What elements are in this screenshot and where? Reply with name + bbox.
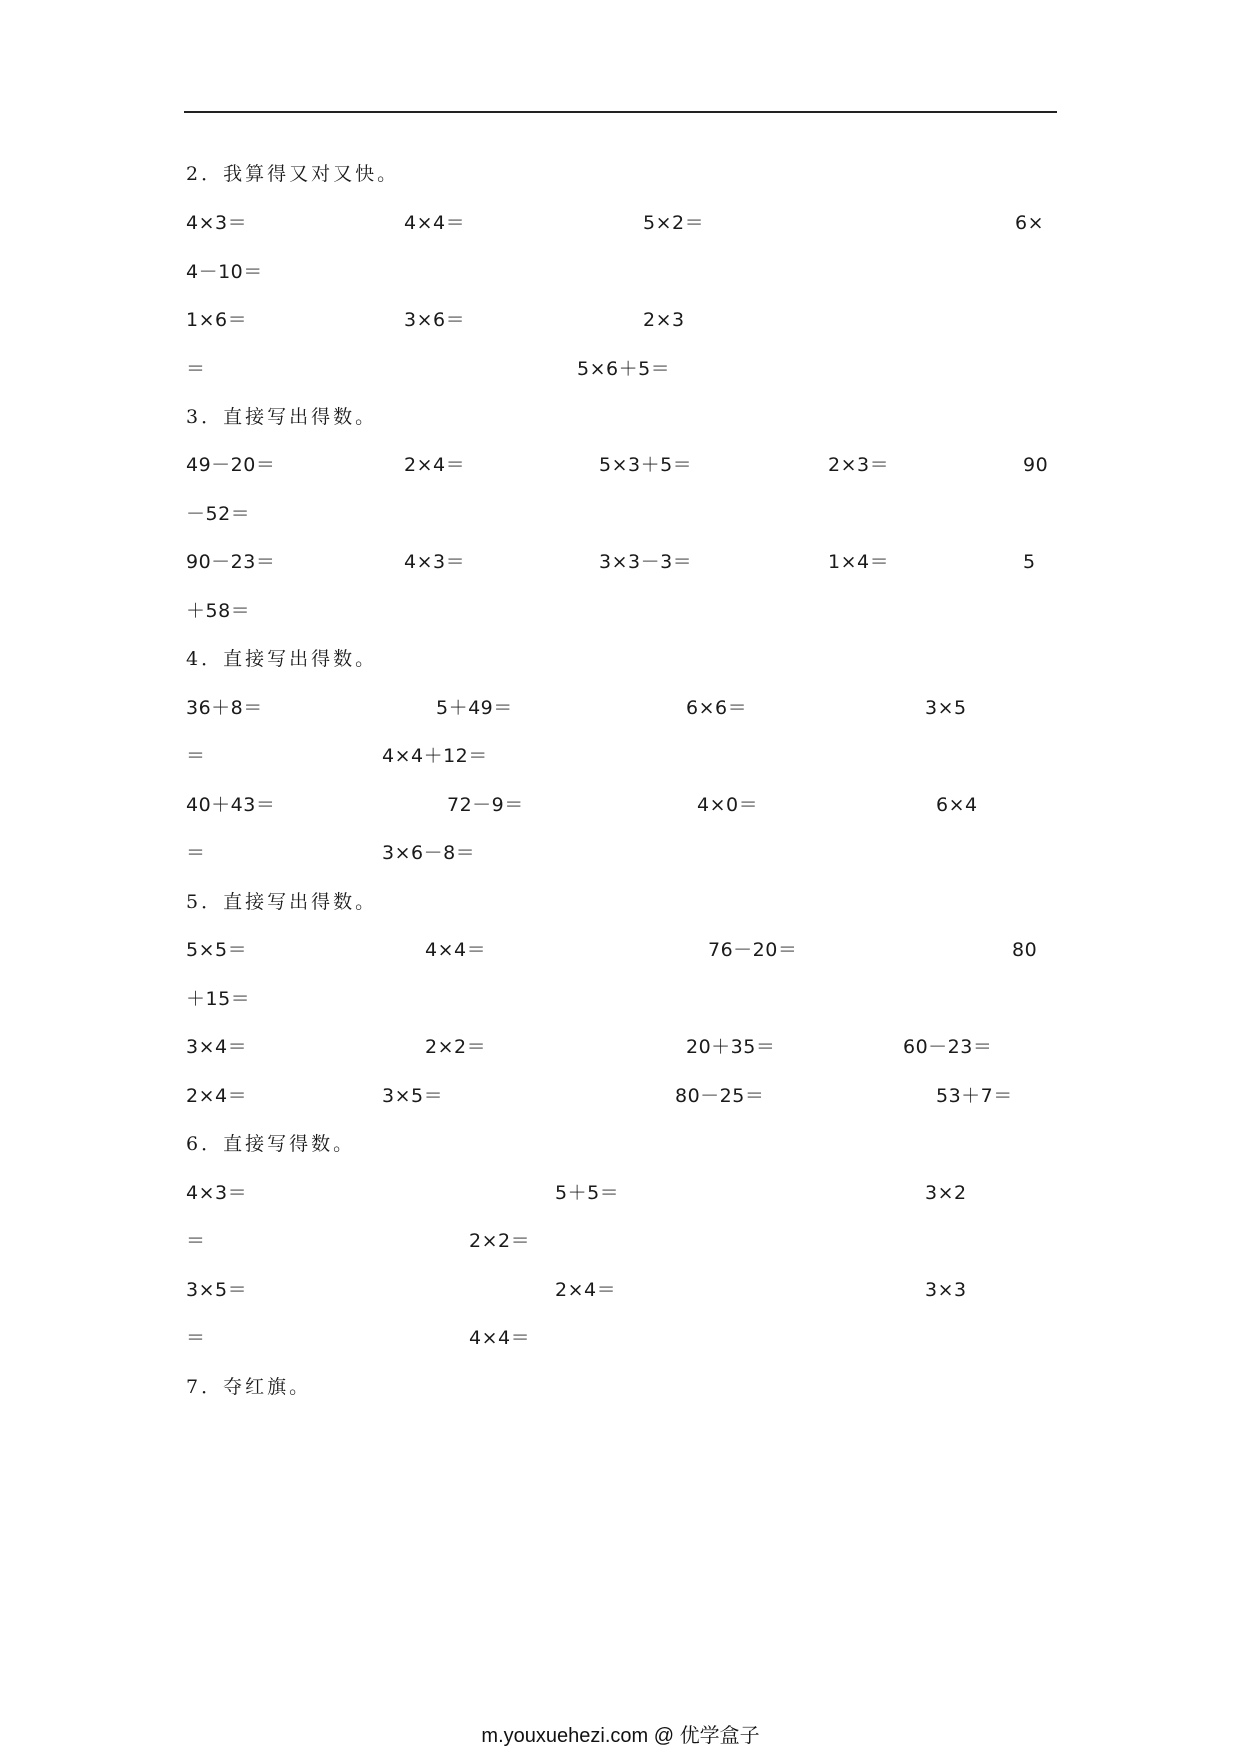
problem: ＝ xyxy=(186,842,206,864)
problem: 3×4＝ xyxy=(186,1036,248,1058)
section-7-heading: 7．夺红旗。 xyxy=(186,1376,312,1398)
problem: 49－20＝ xyxy=(186,454,276,476)
problem: 3×2 xyxy=(925,1182,967,1204)
problem: 2×3＝ xyxy=(828,454,890,476)
problem: 5×2＝ xyxy=(643,212,705,234)
problem: 40＋43＝ xyxy=(186,794,276,816)
problem: 6×4 xyxy=(936,794,978,816)
problem: 5×3＋5＝ xyxy=(599,454,693,476)
section-6-heading: 6．直接写得数。 xyxy=(186,1133,356,1155)
problem: 5×6＋5＝ xyxy=(577,358,671,380)
problem: 3×5 xyxy=(925,697,967,719)
problem: 5＋49＝ xyxy=(436,697,513,719)
problem: 1×4＝ xyxy=(828,551,890,573)
section-4-heading: 4．直接写出得数。 xyxy=(186,648,378,670)
problem: 4－10＝ xyxy=(186,261,263,283)
problem: 4×3＝ xyxy=(186,1182,248,1204)
problem: 1×6＝ xyxy=(186,309,248,331)
problem: 80－25＝ xyxy=(675,1085,765,1107)
section-2-heading: 2．我算得又对又快。 xyxy=(186,163,400,185)
problem: 80 xyxy=(1012,939,1038,961)
problem: 2×4＝ xyxy=(186,1085,248,1107)
problem: 4×4＝ xyxy=(425,939,487,961)
section-5-heading: 5．直接写出得数。 xyxy=(186,891,378,913)
problem: 2×4＝ xyxy=(404,454,466,476)
problem: 3×6＝ xyxy=(404,309,466,331)
problem: 90－23＝ xyxy=(186,551,276,573)
footer-watermark: m.youxuehezi.com @ 优学盒子 xyxy=(481,1725,760,1747)
problem: 72－9＝ xyxy=(447,794,524,816)
problem: ＝ xyxy=(186,358,206,380)
problem: －52＝ xyxy=(186,503,251,525)
problem: ＝ xyxy=(186,1327,206,1349)
header-rule xyxy=(184,111,1057,113)
problem: 36＋8＝ xyxy=(186,697,263,719)
problem: ＋15＝ xyxy=(186,988,251,1010)
problem: 2×2＝ xyxy=(425,1036,487,1058)
problem: 5 xyxy=(1023,551,1036,573)
problem: 6×6＝ xyxy=(686,697,748,719)
problem: 60－23＝ xyxy=(903,1036,993,1058)
problem: 2×2＝ xyxy=(469,1230,531,1252)
problem: ＋58＝ xyxy=(186,600,251,622)
problem: 4×3＝ xyxy=(186,212,248,234)
section-3-heading: 3．直接写出得数。 xyxy=(186,406,378,428)
problem: 2×4＝ xyxy=(555,1279,617,1301)
problem: 5＋5＝ xyxy=(555,1182,620,1204)
problem: 4×4＝ xyxy=(469,1327,531,1349)
problem: 6× xyxy=(1015,212,1045,234)
problem: 3×6－8＝ xyxy=(382,842,476,864)
problem: ＝ xyxy=(186,1230,206,1252)
problem: 20＋35＝ xyxy=(686,1036,776,1058)
problem: 3×3－3＝ xyxy=(599,551,693,573)
problem: 53＋7＝ xyxy=(936,1085,1013,1107)
problem: 3×5＝ xyxy=(186,1279,248,1301)
problem: 3×5＝ xyxy=(382,1085,444,1107)
problem: 90 xyxy=(1023,454,1049,476)
problem: 4×4＝ xyxy=(404,212,466,234)
problem: 3×3 xyxy=(925,1279,967,1301)
problem: 4×3＝ xyxy=(404,551,466,573)
problem: 4×0＝ xyxy=(697,794,759,816)
problem: 4×4＋12＝ xyxy=(382,745,488,767)
problem: ＝ xyxy=(186,745,206,767)
problem: 2×3 xyxy=(643,309,685,331)
problem: 5×5＝ xyxy=(186,939,248,961)
problem: 76－20＝ xyxy=(708,939,798,961)
